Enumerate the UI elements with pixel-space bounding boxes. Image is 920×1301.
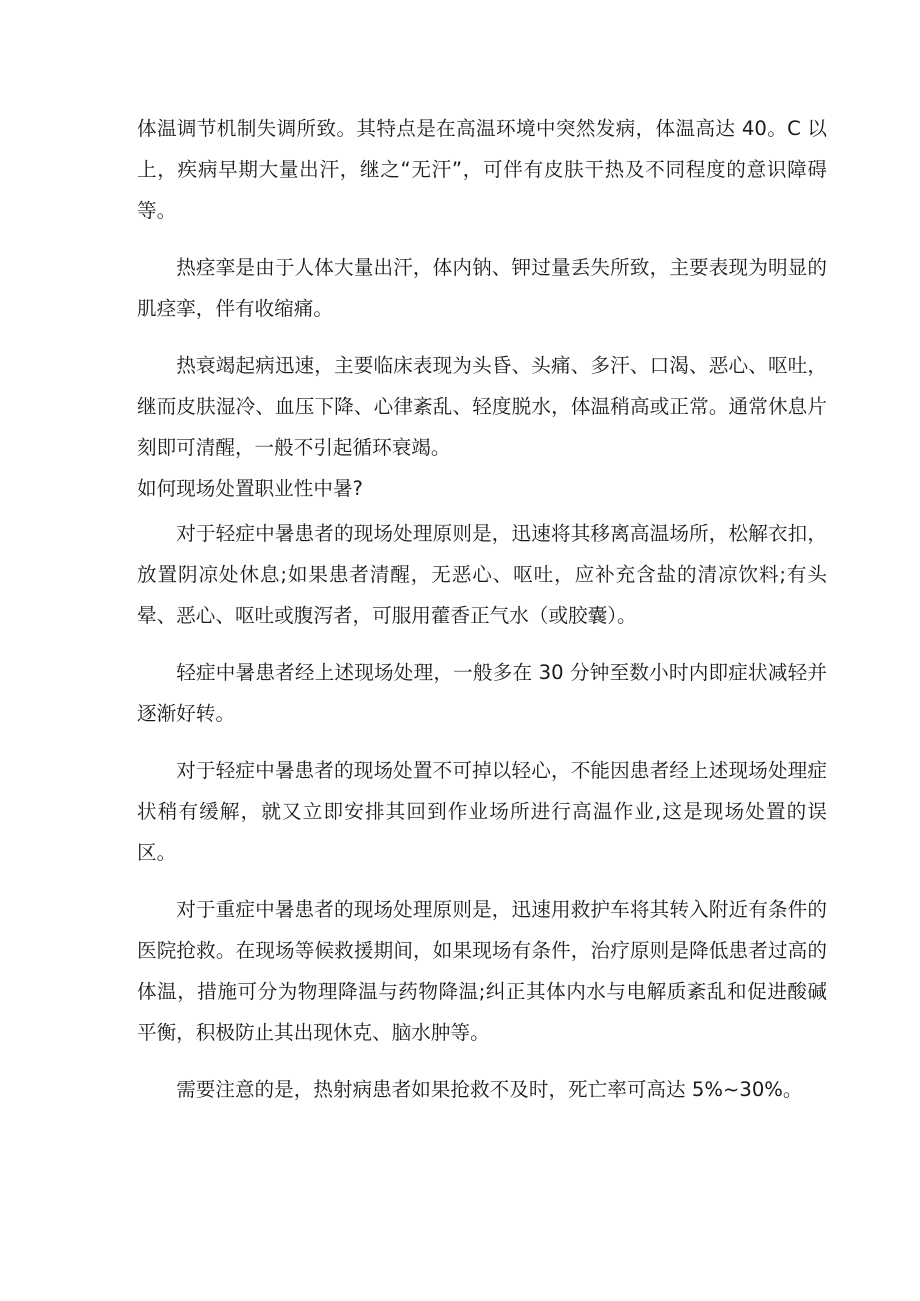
paragraph-mild-treatment: 对于轻症中暑患者的现场处理原则是，迅速将其移离高温场所，松解衣扣，放置阴凉处休息;如果患者清醒，无恶心、呕吐，应补充含盐的清凉饮料;有头晕、恶心、呕吐或腹泻者，可服用藿香正气水（或胶囊）。 <box>137 522 827 627</box>
paragraph-mild-recovery: 轻症中暑患者经上述现场处理，一般多在 30 分钟至数小时内即症状减轻并逐渐好转。 <box>137 661 827 725</box>
document-body <box>137 108 827 1110</box>
paragraph-misconception: 对于轻症中暑患者的现场处置不可掉以轻心，不能因患者经上述现场处理症状稍有缓解，就又立即安排其回到作业场所进行高温作业,这是现场处置的误区。 <box>137 759 827 864</box>
paragraph-heat-exhaustion: 热衰竭起病迅速，主要临床表现为头昏、头痛、多汗、口渴、恶心、呕吐，继而皮肤湿冷、血压下降、心律紊乱、轻度脱水，体温稍高或正常。通常休息片刻即可清醒，一般不引起循环衰竭。 <box>137 354 827 459</box>
paragraph-severe-treatment: 对于重症中暑患者的现场处理原则是，迅速用救护车将其转入附近有条件的医院抢救。在现场等候救援期间，如果现场有条件，治疗原则是降低患者过高的体温，措施可分为物理降温与药物降温;纠正其体内水与电解质紊乱和促进酸碱平衡，积极防止其出现休克、脑水肿等。 <box>137 898 827 1044</box>
paragraph-heatstroke-continued: 体温调节机制失调所致。其特点是在高温环境中突然发病，体温高达 40。C 以上，疾病早期大量出汗，继之“无汗”，可伴有皮肤干热及不同程度的意识障碍等。 <box>137 117 827 222</box>
section-heading: 如何现场处置职业性中暑? <box>137 477 363 500</box>
paragraph-mortality-note: 需要注意的是，热射病患者如果抢救不及时，死亡率可高达 5%~30%。 <box>176 1078 803 1101</box>
paragraph-heat-cramps: 热痉挛是由于人体大量出汗，体内钠、钾过量丢失所致，主要表现为明显的肌痉挛，伴有收缩痛。 <box>137 256 827 320</box>
